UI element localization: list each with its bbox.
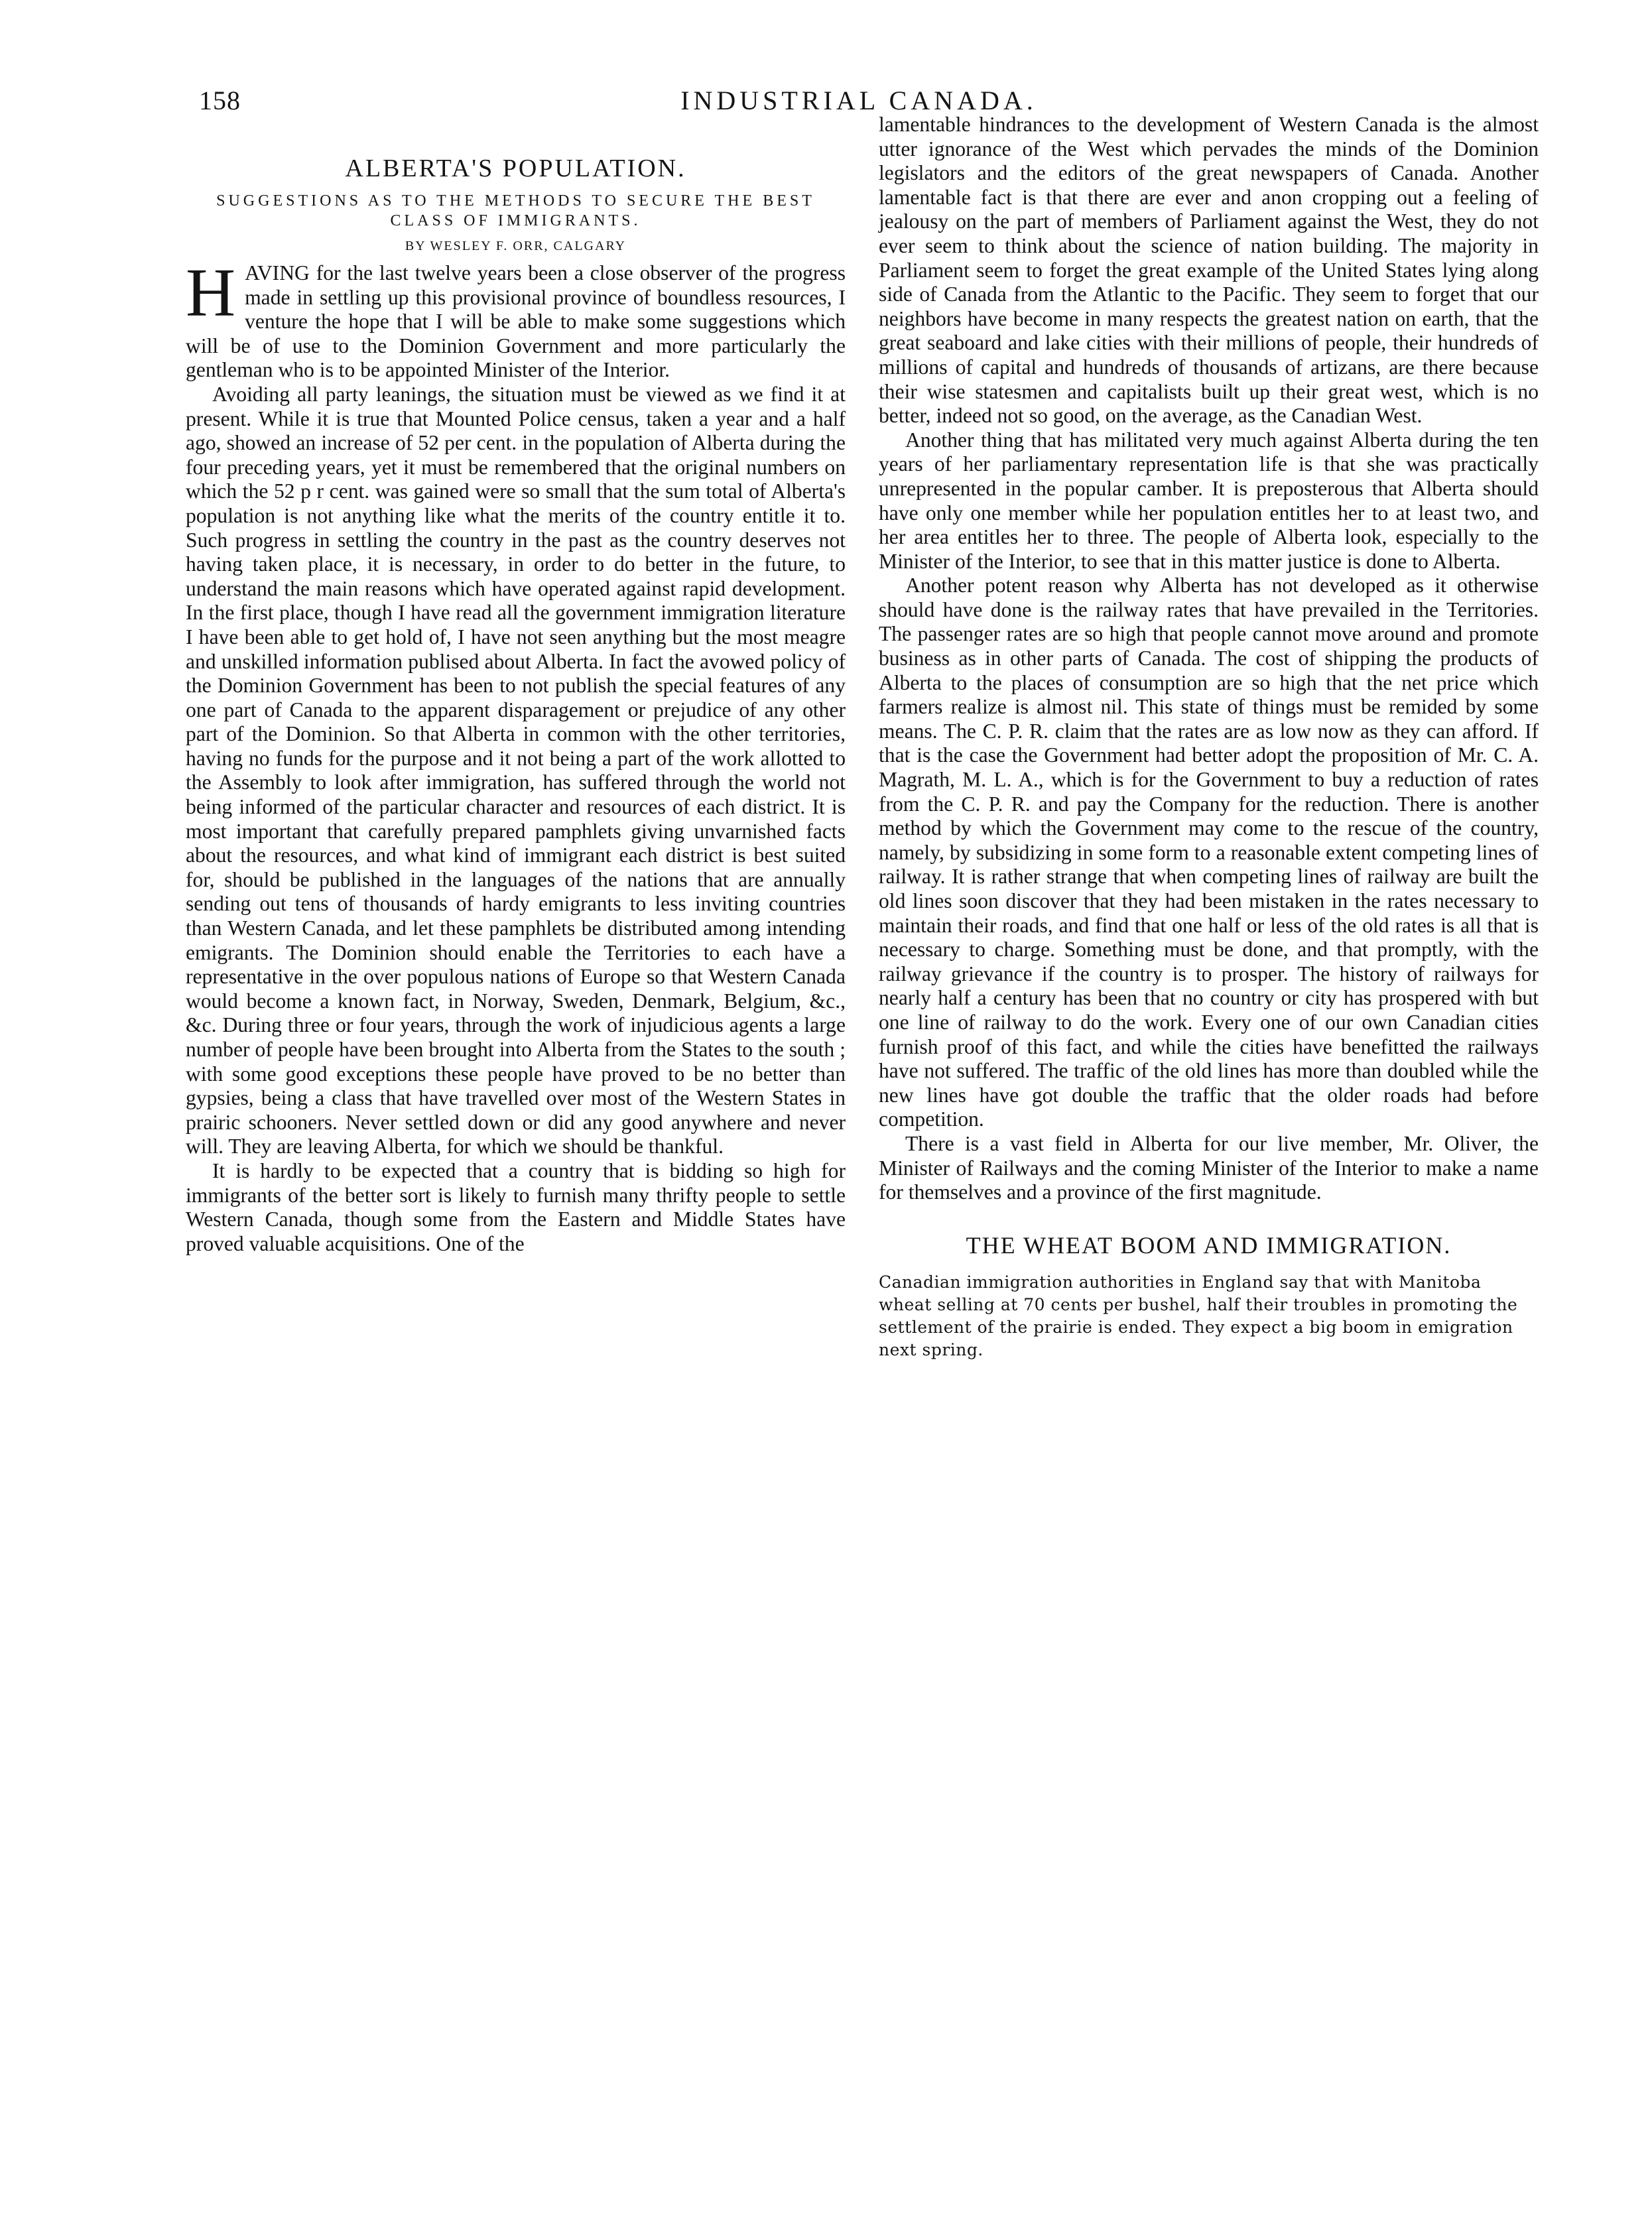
article-subtitle: SUGGESTIONS AS TO THE METHODS TO SECURE THE BEST CLASS OF IMMIGRANTS. bbox=[216, 192, 815, 229]
brief-text: Canadian immigration authorities in England say that with Manitoba wheat selling at 70 cents per bushel, half their troubles in promoting the settlement of the prairie is ended. They expect a big boom in emigration next spring. bbox=[879, 1272, 1518, 1359]
brief-title: THE WHEAT BOOM AND IMMIGRATION. bbox=[966, 1231, 1452, 1259]
right-column bbox=[879, 113, 1539, 1361]
paragraph-3-continued: lamentable hindrances to the development of Western Canada is the almost utter ignorance of the West which pervades the minds of the Dominion legislators and the editors of the great newspapers of Canada. Another lamentable fact is that there are ever and anon cropping out a feeling of jealousy on the part of members of Parliament against the West, they do not ever seem to think about the science of nation building. The majority in Parliament seem to forget the great example of the United States lying along side of Canada from the Atlantic to the Pacific. They seem to forget that our neighbors have become in many respects the greatest nation on earth, that the great seaboard and lake cities with their millions of people, their hundreds of millions of capital and hundreds of thousands of artizans, are there because their wise statesmen and capitalists built up their great west, which is no better, indeed not so good, on the average, as the Canadian West. bbox=[879, 113, 1539, 428]
page-number: 158 bbox=[199, 86, 241, 115]
paragraph-5: Another potent reason why Alberta has not developed as it otherwise should have done is the railway rates that have prevailed in the Territories. The passenger rates are so high that people cannot move around and promote business as in other parts of Canada. The cost of shipping the products of Alberta to the places of consumption are so high that the net price which farmers realize is almost nil. This state of things must be remided by some means. The C. P. R. claim that the rates are as low now as they can afford. If that is the case the Government had better adopt the proposition of Mr. C. A. Magrath, M. L. A., which is for the Government to buy a reduction of rates from the C. P. R. and pay the Company for the reduction. There is another method by which the Government may come to the rescue of the country, namely, by subsidizing in some form to a reasonable extent competing lines of railway. It is rather strange that when competing lines of railway are built the old lines soon discover that they had been mistaken in the rates necessary to maintain their roads, and find that one half or less of the old rates is all that is necessary to charge. Something must be done, and that promptly, with the railway grievance if the country is to prosper. The history of railways for nearly half a century has been that no country or city has prospered with but one line of railway to do the work. Every one of our own Canadian cities furnish proof of this fact, and while the cities have benefitted the railways have not suffered. The traffic of the old lines has more than doubled while the new lines have got double the traffic that the older roads had before competition. bbox=[879, 574, 1539, 1131]
article-title: ALBERTA'S POPULATION. bbox=[345, 155, 686, 182]
drop-cap: H bbox=[186, 255, 236, 331]
paragraph-1 bbox=[186, 255, 846, 383]
paragraph-6: There is a vast field in Alberta for our live member, Mr. Oliver, the Minister of Railways and the coming Minister of the Interior to make a name for themselves and a province of the first magnitude. bbox=[879, 1131, 1539, 1204]
paragraph-2: Avoiding all party leanings, the situation must be viewed as we find it at present. While it is true that Mounted Police census, taken a year and a half ago, showed an increase of 52 per cent. in the population of Alberta during the four preceding years, yet it must be remembered that the original numbers on which the 52 p r cent. was gained were so small that the sum total of Alberta's population is not anything like what the merits of the country entitle it to. Such progress in settling the country in the past as the country deserves not having taken place, it is necessary, in order to do better in the future, to understand the main reasons which have operated against rapid development. In the first place, though I have read all the government immigration literature I have been able to get hold of, I have not seen anything but the most meagre and unskilled information publised about Alberta. In fact the avowed policy of the Dominion Government has been to not publish the special features of any one part of Canada to the apparent disparagement or prejudice of any other part of the Dominion. So that Alberta in common with the other territories, having no funds for the purpose and it not being a part of the work allotted to the Assembly to look after immigration, has suffered through the world not being informed of the particular character and resources of each district. It is most important that carefully prepared pamphlets giving unvarnished facts about the resources, and what kind of immigrant each district is best suited for, should be published in the languages of the nations that are annually sending out tens of thousands of hardy emigrants to less inviting countries than Western Canada, and let these pamphlets be distributed among intending emigrants. The Dominion should enable the Territories to each have a representative in the over populous nations of Europe so that Western Canada would become a known fact, in Norway, Sweden, Denmark, Belgium, &c., &c. During three or four years, through the work of injudicious agents a large number of people have been brought into Alberta from the States to the south ; with some good exceptions these people have proved to be no better than gypsies, being a class that have travelled over most of the Western States in prairic schooners. Never settled down or did any good anywhere and never will. They are leaving Alberta, for which we should be thankful. bbox=[186, 382, 846, 1158]
paragraph-1-text: AVING for the last twelve years been a close observer of the progress made in settling up this provisional province of boundless resources, I venture the hope that I will be able to make some suggestions which will be of use to the Dominion Government and more particularly the gentleman who is to be appointed Minister of the Interior. bbox=[186, 261, 846, 382]
left-column bbox=[186, 154, 846, 1256]
byline: BY WESLEY F. ORR, CALGARY bbox=[405, 239, 627, 253]
paragraph-4: Another thing that has militated very much against Alberta during the ten years of her parliamentary representation life is that she was practically unrepresented in the popular camber. It is preposterous that Alberta should have only one member while her population entitles her to at least two, and her area entitles her to three. The people of Alberta look, especially to the Minister of the Interior, to see that in this matter justice is done to Alberta. bbox=[879, 428, 1539, 573]
journal-title: INDUSTRIAL CANADA. bbox=[680, 86, 1037, 115]
paragraph-3-start: It is hardly to be expected that a country that is bidding so high for immigrants of the better sort is likely to furnish many thrifty people to settle Western Canada, though some from the Eastern and Middle States have proved valuable acquisitions. One of the bbox=[186, 1158, 846, 1255]
